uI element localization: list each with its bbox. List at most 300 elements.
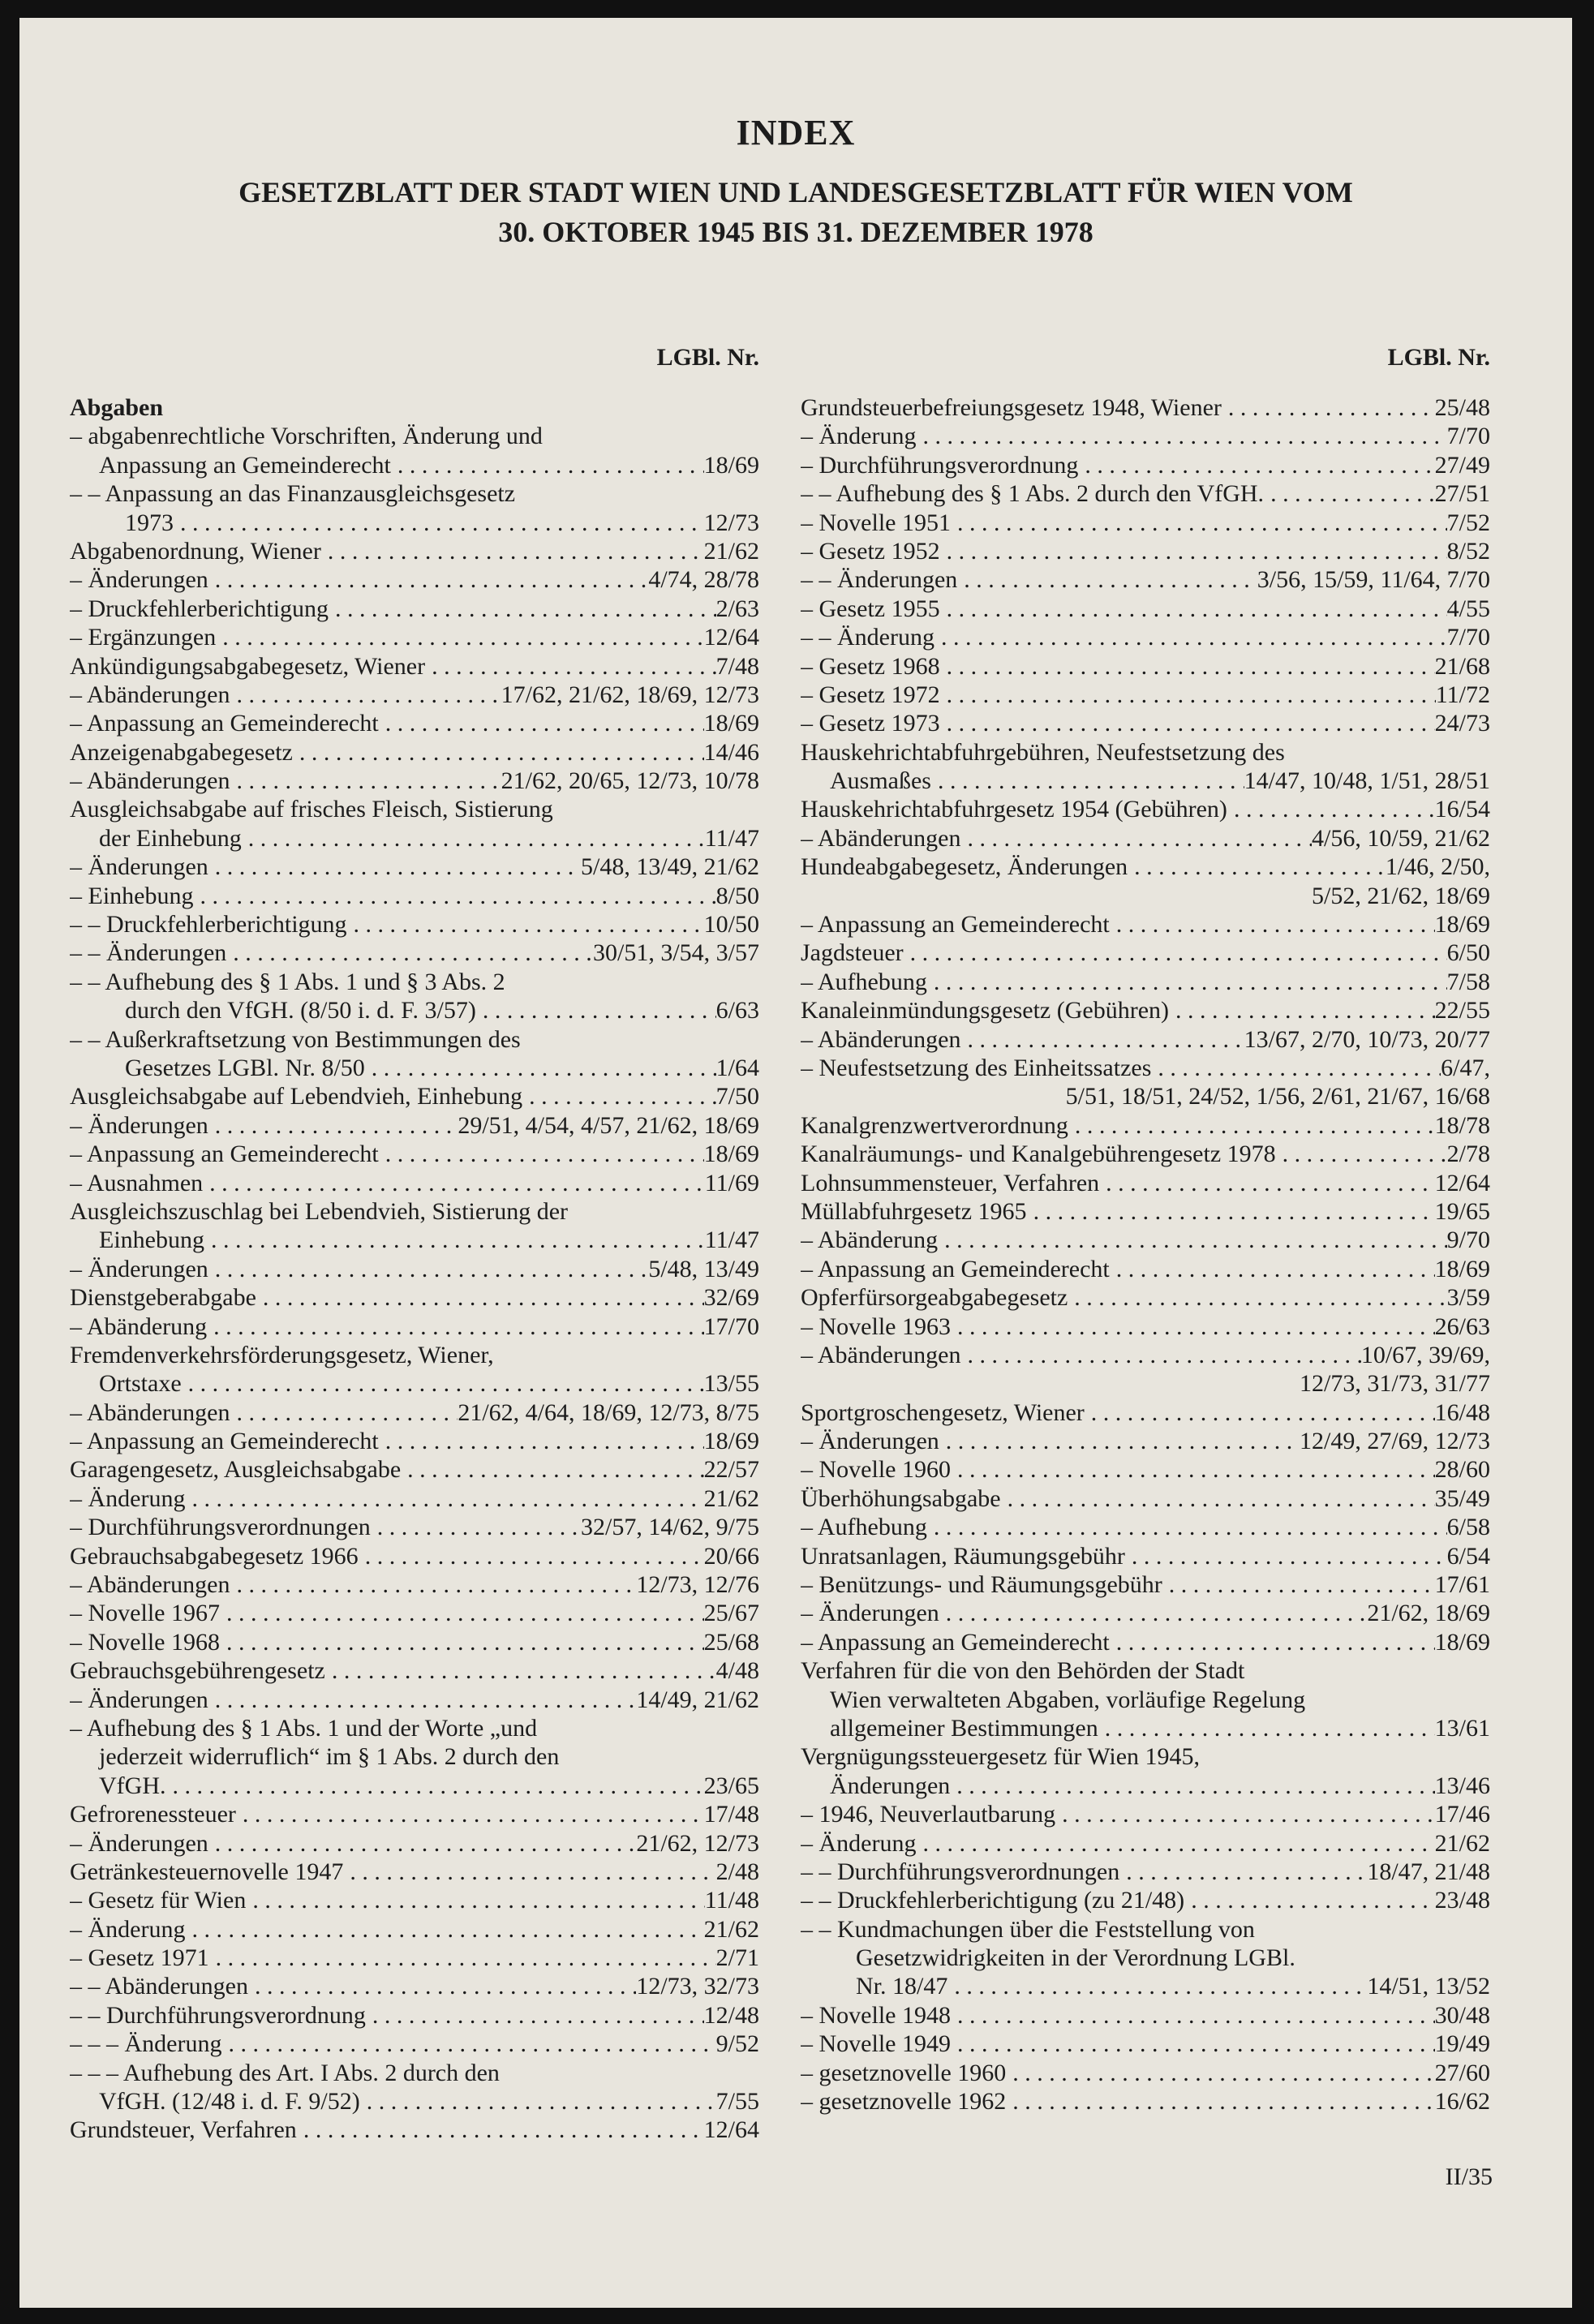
index-page bbox=[19, 18, 1572, 2308]
entry-text: Hauskehrichtabfuhrgesetz 1954 (Gebühren) bbox=[801, 796, 1227, 823]
entry-text: 1973 bbox=[125, 509, 174, 536]
entry-text: – Novelle 1949 bbox=[801, 2030, 951, 2058]
entry-text: Kanaleinmündungsgesetz (Gebühren) bbox=[801, 997, 1170, 1025]
entry-text: Hundeabgabegesetz, Änderungen bbox=[801, 853, 1128, 881]
entry-text: – Abänderungen bbox=[801, 1025, 961, 1053]
entry-number: 13/61 bbox=[1434, 1714, 1490, 1742]
index-line bbox=[801, 1169, 1490, 1197]
page-number: II/35 bbox=[1445, 2163, 1493, 2190]
entry-number: 30/51, 3/54, 3/57 bbox=[592, 939, 759, 967]
dot-leader bbox=[1098, 1714, 1435, 1742]
entry-number: 18/69 bbox=[703, 451, 759, 479]
entry-text: – – Druckfehlerberichtigung bbox=[70, 911, 347, 939]
index-line bbox=[70, 2116, 759, 2144]
entry-text: – Novelle 1951 bbox=[801, 509, 951, 536]
entry-number: 5/48, 13/49 bbox=[648, 1255, 759, 1282]
index-line bbox=[801, 1772, 1490, 1800]
dot-leader bbox=[1125, 1542, 1447, 1570]
entry-text: – – Durchführungsverordnungen bbox=[801, 1858, 1120, 1885]
dot-leader bbox=[916, 1829, 1434, 1858]
entry-text: – Änderung bbox=[70, 1484, 186, 1512]
index-line bbox=[70, 1369, 759, 1398]
entry-number: 17/62, 21/62, 18/69, 12/73 bbox=[501, 681, 759, 708]
dot-leader bbox=[401, 1455, 703, 1484]
dot-leader bbox=[960, 824, 1312, 853]
dot-leader bbox=[220, 1599, 704, 1627]
entry-text: – – Abänderungen bbox=[70, 1973, 248, 2000]
index-line bbox=[801, 1599, 1490, 1627]
entry-number: 27/60 bbox=[1434, 2059, 1490, 2086]
index-line bbox=[801, 1513, 1490, 1541]
dot-leader bbox=[379, 1427, 704, 1455]
entry-text: Getränkesteuernovelle 1947 bbox=[70, 1858, 344, 1885]
dot-leader bbox=[203, 1169, 705, 1197]
index-line bbox=[801, 2001, 1490, 2030]
index-line bbox=[70, 1226, 759, 1254]
left-index-entries bbox=[70, 393, 759, 2145]
dot-leader bbox=[1222, 393, 1435, 422]
dot-leader bbox=[174, 509, 704, 537]
entry-number: 1/64 bbox=[715, 1054, 759, 1081]
entry-number: 21/62, 20/65, 12/73, 10/78 bbox=[501, 767, 759, 795]
index-line bbox=[801, 1972, 1490, 2000]
entry-number: 28/60 bbox=[1434, 1456, 1490, 1484]
entry-number: 21/62 bbox=[703, 1484, 759, 1512]
index-line bbox=[70, 1169, 759, 1197]
dot-leader bbox=[1006, 2087, 1434, 2116]
index-line bbox=[801, 537, 1490, 565]
dot-leader bbox=[425, 652, 716, 681]
entry-text: – Abänderungen bbox=[801, 824, 961, 852]
entry-text: – Anpassung an Gemeinderecht bbox=[70, 1141, 379, 1168]
entry-number: 12/64 bbox=[703, 624, 759, 651]
index-line bbox=[801, 968, 1490, 996]
dot-leader bbox=[293, 738, 704, 767]
entry-number: 18/69 bbox=[703, 1141, 759, 1168]
index-line bbox=[70, 1542, 759, 1570]
entry-text: – Änderungen bbox=[801, 1428, 939, 1455]
index-line bbox=[70, 623, 759, 651]
entry-text: – Änderung bbox=[70, 1915, 186, 1943]
entry-number: 21/62 bbox=[1434, 1829, 1490, 1857]
index-line bbox=[801, 1858, 1490, 1886]
dot-leader bbox=[182, 1369, 704, 1398]
index-line bbox=[801, 652, 1490, 681]
entry-text: Jagdsteuer bbox=[801, 939, 904, 967]
entry-number: 4/74, 28/78 bbox=[648, 566, 759, 594]
entry-text: – Ergänzungen bbox=[70, 624, 217, 651]
entry-text: – – – Aufhebung des Art. I Abs. 2 durch den bbox=[70, 2059, 500, 2086]
entry-text: – – Änderungen bbox=[70, 939, 227, 967]
entry-number: 2/48 bbox=[715, 1858, 759, 1885]
index-line bbox=[801, 509, 1490, 537]
dot-leader bbox=[940, 537, 1447, 565]
entry-text: Überhöhungsabgabe bbox=[801, 1484, 1001, 1512]
index-line bbox=[70, 681, 759, 709]
entry-number: 24/73 bbox=[1434, 710, 1490, 737]
entry-text: allgemeiner Bestimmungen bbox=[830, 1714, 1098, 1742]
entry-number: 14/46 bbox=[703, 738, 759, 766]
index-line bbox=[801, 1226, 1490, 1254]
entry-text: – Gesetz 1972 bbox=[801, 681, 940, 708]
entry-text: – Abänderungen bbox=[70, 767, 230, 795]
index-line bbox=[801, 709, 1490, 737]
entry-number: 21/62, 12/73 bbox=[636, 1829, 759, 1857]
entry-number: 22/57 bbox=[703, 1456, 759, 1484]
index-line bbox=[801, 853, 1490, 881]
index-line bbox=[70, 1944, 759, 1972]
index-line bbox=[70, 939, 759, 967]
entry-number: 12/73, 12/76 bbox=[636, 1571, 759, 1599]
entry-number: 21/62, 18/69 bbox=[1367, 1600, 1490, 1627]
dot-leader bbox=[1085, 1398, 1435, 1427]
dot-leader bbox=[476, 996, 716, 1025]
entry-text: – Änderungen bbox=[70, 566, 208, 594]
dot-leader bbox=[208, 1829, 637, 1858]
entry-number: 7/55 bbox=[715, 2088, 759, 2116]
entry-text: – Novelle 1967 bbox=[70, 1600, 220, 1627]
dot-leader bbox=[940, 595, 1447, 623]
index-line bbox=[801, 882, 1490, 910]
dot-leader bbox=[1151, 1054, 1441, 1082]
index-line bbox=[70, 910, 759, 939]
index-line bbox=[70, 1800, 759, 1828]
entry-number: 18/69 bbox=[1434, 911, 1490, 939]
index-line bbox=[70, 2030, 759, 2058]
entry-text: – Durchführungsverordnungen bbox=[70, 1514, 371, 1541]
dot-leader bbox=[940, 681, 1436, 709]
entry-number: 12/73 bbox=[703, 509, 759, 536]
dot-leader bbox=[1068, 1283, 1446, 1312]
index-line bbox=[70, 1915, 759, 1944]
entry-number: 14/51, 13/52 bbox=[1367, 1973, 1490, 2000]
entry-number: 17/46 bbox=[1434, 1801, 1490, 1828]
dot-leader bbox=[938, 1226, 1447, 1254]
index-line bbox=[801, 939, 1490, 967]
dot-leader bbox=[1276, 1140, 1447, 1168]
dot-leader bbox=[1128, 853, 1386, 881]
entry-number: 4/56, 10/59, 21/62 bbox=[1311, 824, 1490, 852]
entry-text: der Einhebung bbox=[99, 824, 242, 852]
entry-text: – – – Änderung bbox=[70, 2030, 222, 2058]
entry-number: 12/64 bbox=[1434, 1169, 1490, 1196]
entry-number: 10/50 bbox=[703, 911, 759, 939]
dot-leader bbox=[951, 1312, 1435, 1341]
entry-text: Müllabfuhrgesetz 1965 bbox=[801, 1197, 1027, 1225]
index-line bbox=[70, 1628, 759, 1656]
entry-text: – 1946, Neuverlautbarung bbox=[801, 1801, 1056, 1828]
index-line bbox=[70, 824, 759, 853]
entry-text: Einhebung bbox=[99, 1226, 204, 1254]
line-spacer bbox=[801, 1082, 1066, 1110]
entry-number: 1/46, 2/50, bbox=[1385, 853, 1490, 881]
entry-text: Vergnügungssteuergesetz für Wien 1945, bbox=[801, 1743, 1201, 1771]
right-index-entries bbox=[801, 393, 1490, 2116]
entry-text: – Aufhebung bbox=[801, 968, 927, 995]
index-line bbox=[70, 451, 759, 479]
entry-text: – Aufhebung bbox=[801, 1514, 927, 1541]
dot-leader bbox=[208, 853, 581, 881]
entry-text: – Änderungen bbox=[70, 1829, 208, 1857]
entry-number: 13/67, 2/70, 10/73, 20/77 bbox=[1244, 1025, 1490, 1053]
entry-number: 22/55 bbox=[1434, 997, 1490, 1025]
dot-leader bbox=[951, 1455, 1435, 1484]
dot-leader bbox=[951, 509, 1447, 537]
entry-text: VfGH. (12/48 i. d. F. 9/52) bbox=[99, 2088, 360, 2116]
entry-number: 21/68 bbox=[1434, 652, 1490, 680]
entry-number: 4/48 bbox=[715, 1657, 759, 1685]
entry-number: 18/69 bbox=[1434, 1255, 1490, 1282]
entry-text: Ausgleichszuschlag bei Lebendvieh, Sistierung der bbox=[70, 1197, 569, 1225]
dot-leader bbox=[931, 767, 1244, 795]
entry-text: – Abänderungen bbox=[70, 1571, 230, 1599]
dot-leader bbox=[391, 451, 704, 479]
index-line bbox=[801, 1628, 1490, 1656]
entry-number: 6/47, bbox=[1441, 1054, 1490, 1081]
entry-text: Opferfürsorgeabgabegesetz bbox=[801, 1284, 1068, 1312]
index-line bbox=[801, 1312, 1490, 1341]
entry-text: – Gesetz 1952 bbox=[801, 537, 940, 565]
entry-text: – gesetznovelle 1962 bbox=[801, 2088, 1007, 2116]
dot-leader bbox=[947, 1972, 1367, 2000]
index-line bbox=[70, 1714, 759, 1742]
index-line bbox=[70, 393, 759, 422]
dot-leader bbox=[1068, 1111, 1435, 1140]
index-line bbox=[801, 1427, 1490, 1455]
dot-leader bbox=[208, 1111, 458, 1140]
entry-number: 6/58 bbox=[1446, 1514, 1490, 1541]
entry-text: Kanalräumungs- und Kanalgebührengesetz 1978 bbox=[801, 1141, 1276, 1168]
entry-text: – Durchführungsverordnung bbox=[801, 451, 1079, 479]
index-line bbox=[70, 1427, 759, 1455]
index-line bbox=[801, 1742, 1490, 1771]
index-line bbox=[801, 1656, 1490, 1685]
index-line bbox=[70, 1484, 759, 1513]
entry-text: – Abänderung bbox=[70, 1312, 208, 1340]
entry-number: 3/59 bbox=[1446, 1284, 1490, 1312]
entry-text: – Gesetz 1955 bbox=[801, 595, 940, 622]
entry-text: – – Kundmachungen über die Feststellung von bbox=[801, 1915, 1255, 1943]
dot-leader bbox=[1027, 1197, 1435, 1226]
entry-text: Grundsteuer, Verfahren bbox=[70, 2116, 297, 2144]
index-line bbox=[70, 1140, 759, 1168]
dot-leader bbox=[1169, 996, 1435, 1025]
entry-text: – Ausnahmen bbox=[70, 1169, 204, 1196]
entry-text: Gebrauchsabgabegesetz 1966 bbox=[70, 1542, 359, 1570]
index-line bbox=[801, 1025, 1490, 1054]
dot-leader bbox=[916, 422, 1446, 450]
dot-leader bbox=[1184, 1886, 1434, 1914]
index-line bbox=[801, 738, 1490, 767]
index-line bbox=[801, 1484, 1490, 1513]
dot-leader bbox=[927, 968, 1447, 996]
entry-number: 17/70 bbox=[703, 1312, 759, 1340]
index-line bbox=[801, 2059, 1490, 2087]
entry-text: – Gesetz 1971 bbox=[70, 1944, 209, 1972]
entry-text: – Neufestsetzung des Einheitssatzes bbox=[801, 1054, 1152, 1081]
entry-text: – Einhebung bbox=[70, 882, 194, 909]
dot-leader bbox=[204, 1226, 705, 1254]
entry-text: – Änderungen bbox=[70, 853, 208, 881]
entry-text: Unratsanlagen, Räumungsgebühr bbox=[801, 1542, 1125, 1570]
entry-number: 17/48 bbox=[703, 1801, 759, 1828]
entry-text: Sportgroschengesetz, Wiener bbox=[801, 1398, 1085, 1426]
entry-number: 11/48 bbox=[704, 1887, 759, 1914]
dot-leader bbox=[365, 1054, 716, 1082]
entry-number: 29/51, 4/54, 4/57, 21/62, 18/69 bbox=[458, 1111, 759, 1139]
entry-text: – Änderungen bbox=[70, 1111, 208, 1139]
entry-text: – Anpassung an Gemeinderecht bbox=[70, 1428, 379, 1455]
index-line bbox=[70, 1111, 759, 1140]
dot-leader bbox=[379, 709, 704, 737]
entry-text: – Abänderungen bbox=[801, 1341, 961, 1368]
dot-leader bbox=[934, 623, 1447, 651]
entry-number: 10/67, 39/69, bbox=[1360, 1341, 1490, 1368]
dot-leader bbox=[216, 623, 703, 651]
index-line bbox=[801, 1829, 1490, 1858]
dot-leader bbox=[1110, 1628, 1435, 1656]
index-line bbox=[70, 2059, 759, 2087]
entry-text: Ankündigungsabgabegesetz, Wiener bbox=[70, 652, 426, 680]
index-line bbox=[801, 1111, 1490, 1140]
entry-number: 30/48 bbox=[1434, 2001, 1490, 2029]
index-line bbox=[70, 422, 759, 450]
entry-number: 7/70 bbox=[1446, 423, 1490, 450]
index-line bbox=[70, 2001, 759, 2030]
entry-text: Ausgleichsabgabe auf Lebendvieh, Einhebung bbox=[70, 1083, 523, 1110]
dot-leader bbox=[1162, 1570, 1435, 1599]
index-line bbox=[801, 1686, 1490, 1714]
dot-leader bbox=[1006, 2059, 1434, 2087]
entry-number: 14/49, 21/62 bbox=[636, 1686, 759, 1713]
index-line bbox=[801, 996, 1490, 1025]
dot-leader bbox=[366, 2001, 704, 2030]
entry-number: 17/61 bbox=[1434, 1571, 1490, 1599]
entry-number: 26/63 bbox=[1434, 1312, 1490, 1340]
dot-leader bbox=[1099, 1169, 1435, 1197]
entry-number: 4/55 bbox=[1446, 595, 1490, 622]
entry-number: 18/78 bbox=[1434, 1111, 1490, 1139]
entry-number: 7/50 bbox=[715, 1083, 759, 1110]
index-line bbox=[70, 1972, 759, 2000]
index-line bbox=[70, 1341, 759, 1369]
entry-number: 23/65 bbox=[703, 1772, 759, 1799]
dot-leader bbox=[208, 1686, 637, 1714]
entry-number: 3/56, 15/59, 11/64, 7/70 bbox=[1257, 566, 1490, 594]
dot-leader bbox=[1001, 1484, 1435, 1513]
entry-text: – – Durchführungsverordnung bbox=[70, 2001, 366, 2029]
entry-text: Lohnsummensteuer, Verfahren bbox=[801, 1169, 1100, 1196]
entry-number: 9/70 bbox=[1446, 1226, 1490, 1254]
entry-number: 18/47, 21/48 bbox=[1367, 1858, 1490, 1885]
entry-number: 5/52, 21/62, 18/69 bbox=[1311, 882, 1490, 909]
entry-text: – Abänderungen bbox=[70, 681, 230, 708]
index-line bbox=[70, 1686, 759, 1714]
dot-leader bbox=[347, 910, 704, 939]
index-line bbox=[801, 1886, 1490, 1914]
entry-number: 16/48 bbox=[1434, 1398, 1490, 1426]
index-line bbox=[801, 1915, 1490, 1944]
entry-text: Gebrauchsgebührengesetz bbox=[70, 1657, 325, 1685]
entry-text: – Novelle 1968 bbox=[70, 1628, 220, 1656]
entry-text: – – Änderung bbox=[801, 624, 934, 651]
entry-text: durch den VfGH. (8/50 i. d. F. 3/57) bbox=[125, 997, 476, 1025]
page-subtitle-line-2: 30. OKTOBER 1945 BIS 31. DEZEMBER 1978 bbox=[498, 216, 1093, 248]
index-line bbox=[801, 2030, 1490, 2058]
entry-text: Gesetzwidrigkeiten in der Verordnung LGBl. bbox=[856, 1944, 1295, 1972]
entry-number: 9/52 bbox=[715, 2030, 759, 2058]
entry-text: Dienstgeberabgabe bbox=[70, 1284, 256, 1312]
entry-text: – Gesetz für Wien bbox=[70, 1887, 247, 1914]
index-line bbox=[70, 537, 759, 565]
entry-number: 21/62 bbox=[703, 1915, 759, 1943]
dot-leader bbox=[1110, 1255, 1435, 1283]
entry-number: 25/48 bbox=[1434, 394, 1490, 421]
entry-text: Hauskehrichtabfuhrgebühren, Neufestsetzung des bbox=[801, 738, 1285, 766]
dot-leader bbox=[207, 1312, 704, 1341]
entry-number: 6/50 bbox=[1446, 939, 1490, 967]
entry-number: 12/48 bbox=[703, 2001, 759, 2029]
dot-leader bbox=[208, 1255, 649, 1283]
dot-leader bbox=[242, 824, 705, 853]
entry-number: 11/47 bbox=[704, 824, 759, 852]
index-line bbox=[801, 1082, 1490, 1110]
dot-leader bbox=[904, 939, 1447, 967]
entry-text: Gesetzes LGBl. Nr. 8/50 bbox=[125, 1054, 365, 1081]
index-line bbox=[801, 1944, 1490, 1972]
dot-leader bbox=[359, 1542, 704, 1570]
entry-text: – Abänderung bbox=[801, 1226, 939, 1254]
index-line bbox=[801, 393, 1490, 422]
index-line bbox=[70, 853, 759, 881]
index-line bbox=[801, 1140, 1490, 1168]
entry-number: 8/52 bbox=[1446, 537, 1490, 565]
index-line bbox=[70, 1656, 759, 1685]
entry-text: Ausmaßes bbox=[830, 767, 931, 795]
line-spacer bbox=[801, 882, 1312, 910]
entry-number: 27/51 bbox=[1434, 480, 1490, 508]
entry-number: 13/46 bbox=[1434, 1772, 1490, 1799]
dot-leader bbox=[1110, 910, 1435, 939]
entry-text: VfGH. bbox=[99, 1772, 166, 1799]
index-line bbox=[70, 1772, 759, 1800]
dot-leader bbox=[256, 1283, 704, 1312]
index-line bbox=[70, 1570, 759, 1599]
entry-text: – Druckfehlerberichtigung bbox=[70, 595, 329, 622]
index-line bbox=[70, 882, 759, 910]
dot-leader bbox=[960, 1025, 1244, 1054]
entry-text: – gesetznovelle 1960 bbox=[801, 2059, 1007, 2086]
entry-number: 12/73, 31/73, 31/77 bbox=[1299, 1370, 1490, 1398]
entry-text: Fremdenverkehrsförderungsgesetz, Wiener, bbox=[70, 1341, 494, 1368]
index-line bbox=[801, 1714, 1490, 1742]
entry-text: Anzeigenabgabegesetz bbox=[70, 738, 293, 766]
dot-leader bbox=[940, 652, 1435, 681]
entry-text: – – Aufhebung des § 1 Abs. 2 durch den VfGH. bbox=[801, 480, 1265, 508]
entry-text: – abgabenrechtliche Vorschriften, Änderung und bbox=[70, 423, 543, 450]
entry-number: 6/63 bbox=[715, 997, 759, 1025]
entry-text: – Benützungs- und Räumungsgebühr bbox=[801, 1571, 1162, 1599]
entry-number: 16/62 bbox=[1434, 2088, 1490, 2116]
entry-text: – – Druckfehlerberichtigung (zu 21/48) bbox=[801, 1887, 1185, 1914]
entry-number: 7/48 bbox=[715, 652, 759, 680]
index-line bbox=[801, 1054, 1490, 1082]
index-line bbox=[801, 2087, 1490, 2116]
entry-text: jederzeit widerruflich“ im § 1 Abs. 2 durch den bbox=[99, 1743, 560, 1771]
index-line bbox=[801, 795, 1490, 823]
index-line bbox=[801, 1398, 1490, 1427]
entry-number: 12/73, 32/73 bbox=[636, 1973, 759, 2000]
